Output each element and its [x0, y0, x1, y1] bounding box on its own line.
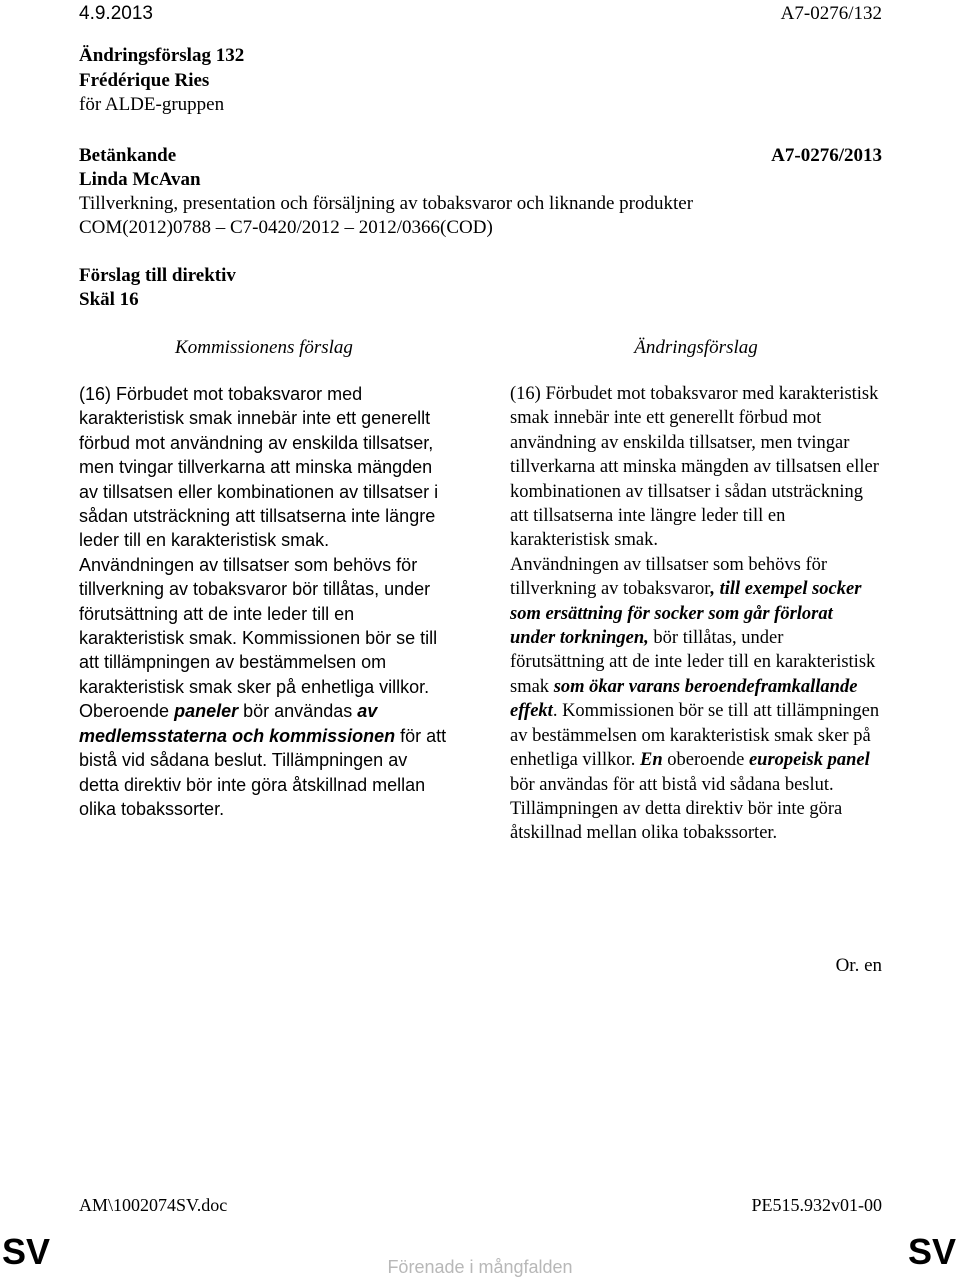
- right-p2-text-b: bör tillåtas, under förutsättning att de inte leder till en karakteristisk smak: [510, 628, 876, 697]
- left-p2-text-b: bör användas: [243, 701, 353, 722]
- left-p2-deleted-states: av medlemsstaterna och kommissionen: [79, 701, 396, 746]
- right-paragraph-2: [510, 553, 882, 846]
- report-subject: Tillverkning, presentation och försäljning av tobaksvaror och liknande produkter: [79, 193, 694, 214]
- left-p2-deleted-panels: paneler: [174, 701, 239, 722]
- right-p2-added-effect: som ökar varans beroendeframkallande effekt: [510, 676, 858, 722]
- proposal-recital: Skäl 16: [79, 289, 139, 310]
- amendment-group: för ALDE-gruppen: [79, 94, 225, 115]
- footer-lang-right: SV: [907, 1231, 956, 1272]
- left-p2-text-a: Användningen av tillsatser som behövs för tillverkning av tobaksvaror bör tillåtas, under förutsättning att de inte leder till en karakteristisk smak. Kommissionen bör se till att tillämpningen av bestämmelsen om karakteristisk smak sker på enhetliga villkor. Oberoende: [79, 554, 438, 722]
- right-p2-text-d: oberoende: [662, 750, 749, 771]
- amendment-author: Frédérique Ries: [79, 70, 210, 91]
- left-column-header: Kommissionens förslag: [175, 337, 353, 358]
- original-language: Or. en: [835, 955, 882, 976]
- right-column-text: [510, 382, 882, 846]
- right-p2-added-en: En: [640, 750, 663, 771]
- right-column-header: Ändringsförslag: [634, 337, 758, 358]
- report-number: A7-0276/2013: [771, 145, 882, 166]
- left-paragraph-2: [79, 553, 449, 821]
- footer-lang-left: SV: [2, 1231, 51, 1272]
- right-p2-added-sugar: , till exempel socker som ersättning för socker som går förlorat under torkningen,: [510, 579, 862, 649]
- footer-motto: Förenade i mångfalden: [387, 1257, 573, 1277]
- right-p2-text-c: . Kommissionen bör se till att tillämpningen av bestämmelsen om karakteristisk smak sker på enhetliga villkor.: [510, 701, 880, 771]
- report-rapporteur: Linda McAvan: [79, 169, 201, 190]
- right-p2-text-a: Användningen av tillsatser som behövs för tillverkning av tobaksvaror: [510, 554, 828, 600]
- amendment-title: Ändringsförslag 132: [79, 45, 245, 66]
- report-label: Betänkande: [79, 145, 177, 166]
- footer-pe: PE515.932v01-00: [751, 1195, 882, 1215]
- footer-doc: AM\1002074SV.doc: [79, 1195, 228, 1215]
- left-column-text: [79, 382, 449, 821]
- right-paragraph-1: (16) Förbudet mot tobaksvaror med karakteristisk smak innebär inte ett generellt förbud mot användning av enskilda tillsatser, men tvingar tillverkarna att minska mängden av tillsatsen eller kombinationen av tillsatser i sådan utsträckning att tillsatserna inte längre leder till en karakteristisk smak.: [510, 384, 879, 551]
- proposal-type: Förslag till direktiv: [79, 265, 236, 286]
- left-paragraph-1: (16) Förbudet mot tobaksvaror med karakteristisk smak innebär inte ett generellt förbud mot användning av enskilda tillsatser, men tvingar tillverkarna att minska mängden av tillsatsen eller kombinationen av tillsatser i sådan utsträckning att tillsatserna inte längre leder till en karakteristisk smak.: [79, 384, 439, 551]
- right-p2-text-e: bör användas för att bistå vid sådana beslut. Tillämpningen av detta direktiv bör inte göra åtskillnad mellan olika tobakssorter.: [510, 774, 843, 844]
- right-p2-added-panel: europeisk panel: [748, 750, 870, 771]
- header-date: 4.9.2013: [79, 3, 153, 24]
- left-p2-text-c: för att bistå vid sådana beslut. Tillämpningen av detta direktiv bör inte göra åtskillnad mellan olika tobakssorter.: [79, 725, 447, 819]
- header-ref: A7-0276/132: [780, 3, 882, 24]
- report-procedure: COM(2012)0788 – C7-0420/2012 – 2012/0366(COD): [79, 217, 493, 238]
